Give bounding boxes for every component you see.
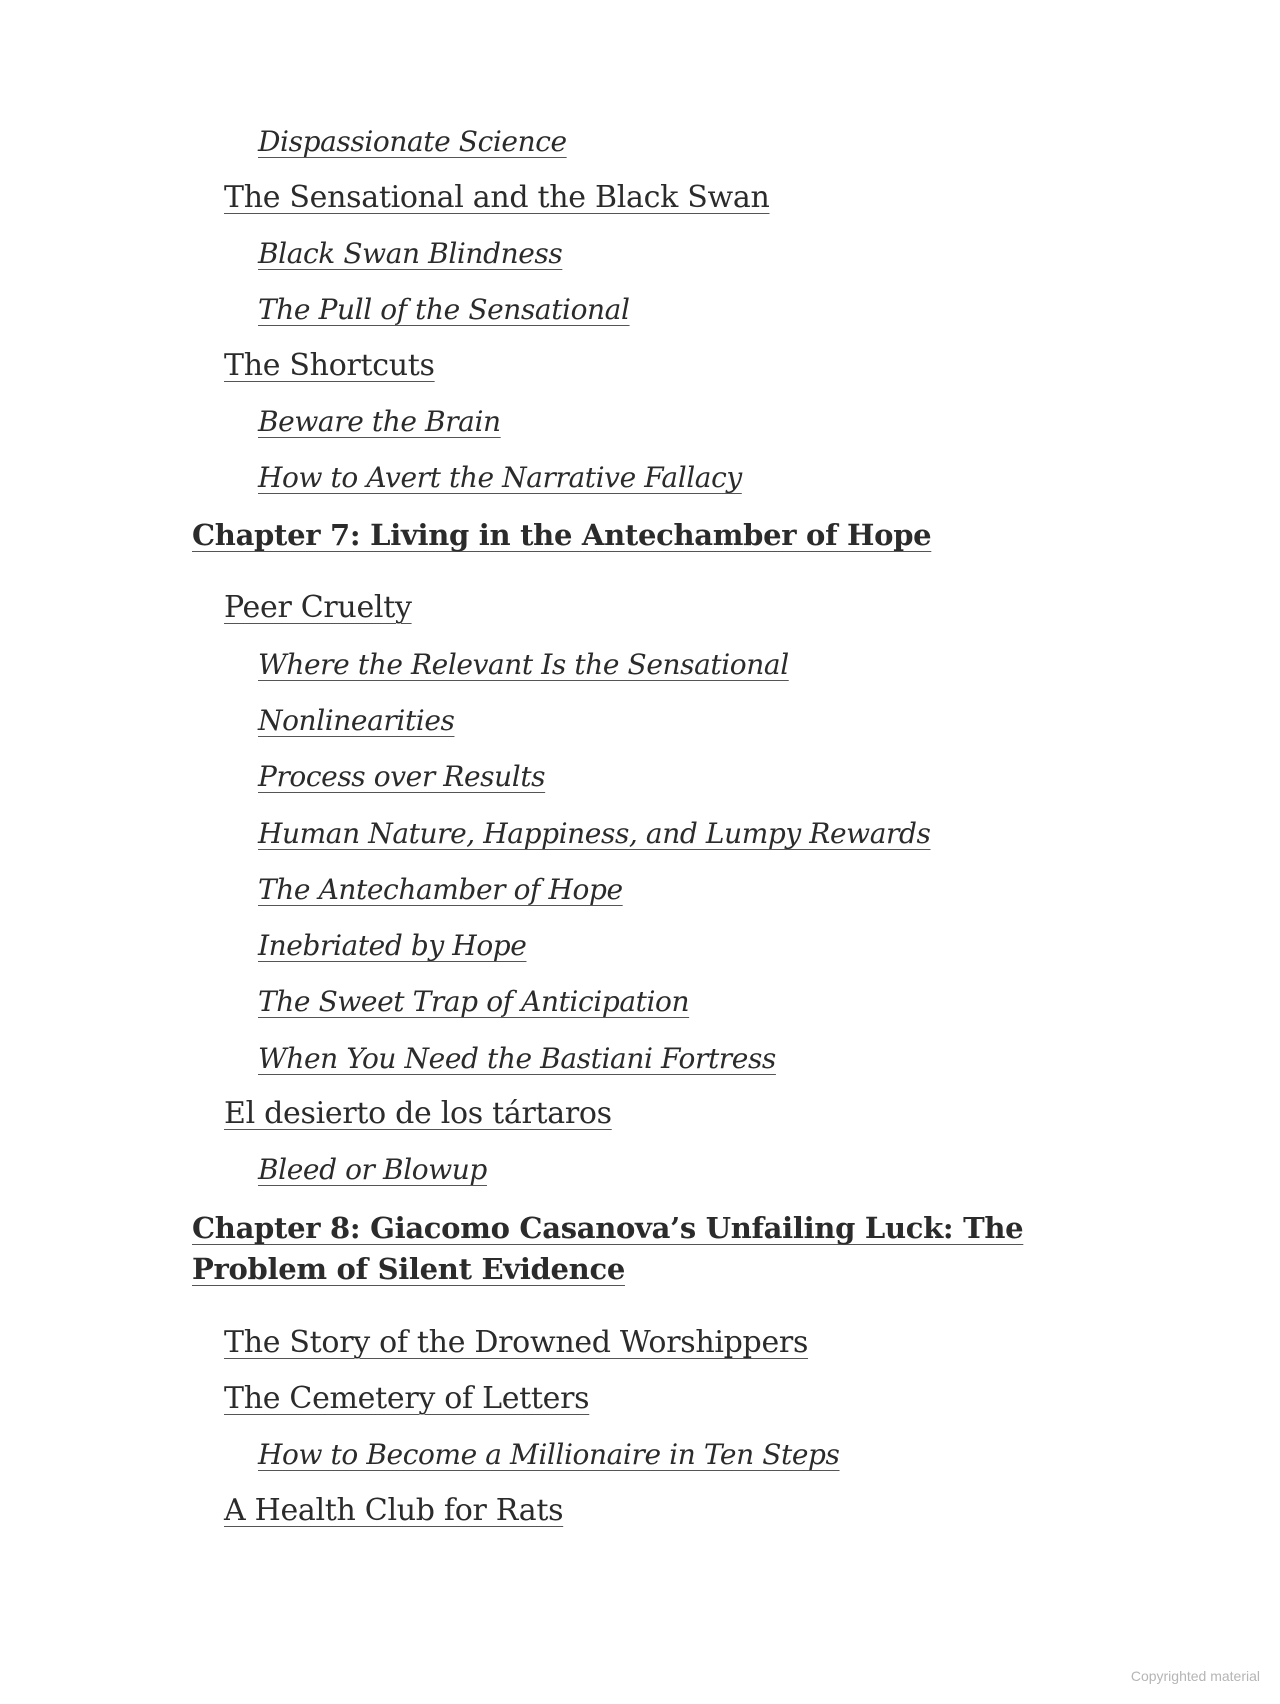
toc-entry-process-over-results[interactable]: Process over Results — [258, 760, 546, 793]
toc-entry-human-nature-happiness[interactable]: Human Nature, Happiness, and Lumpy Rewards — [258, 817, 931, 850]
toc-entry-avert-narrative-fallacy[interactable]: How to Avert the Narrative Fallacy — [258, 461, 742, 494]
copyright-notice: Copyrighted material — [1130, 1668, 1260, 1684]
toc-chapter-7[interactable]: Chapter 7: Living in the Antechamber of Hope — [192, 518, 932, 552]
toc-entry-millionaire-ten-steps[interactable]: How to Become a Millionaire in Ten Steps — [258, 1438, 840, 1471]
toc-entry-relevant-is-sensational[interactable]: Where the Relevant Is the Sensational — [258, 648, 789, 681]
toc-entry-dispassionate-science[interactable]: Dispassionate Science — [258, 125, 567, 158]
toc-entry-bleed-or-blowup[interactable]: Bleed or Blowup — [258, 1153, 487, 1186]
toc-entry-nonlinearities[interactable]: Nonlinearities — [258, 704, 455, 737]
toc-entry-antechamber-of-hope[interactable]: The Antechamber of Hope — [258, 873, 623, 906]
toc-entry-desierto-tartaros[interactable]: El desierto de los tártaros — [224, 1096, 612, 1131]
toc-entry-the-shortcuts[interactable]: The Shortcuts — [224, 348, 435, 383]
toc-entry-health-club-rats[interactable]: A Health Club for Rats — [224, 1493, 564, 1528]
toc-entry-pull-of-sensational[interactable]: The Pull of the Sensational — [258, 293, 630, 326]
toc-entry-peer-cruelty[interactable]: Peer Cruelty — [224, 590, 412, 625]
toc-entry-inebriated-by-hope[interactable]: Inebriated by Hope — [258, 929, 527, 962]
toc-entry-bastiani-fortress[interactable]: When You Need the Bastiani Fortress — [258, 1042, 776, 1075]
toc-entry-sweet-trap-anticipation[interactable]: The Sweet Trap of Anticipation — [258, 985, 690, 1018]
toc-entry-beware-the-brain[interactable]: Beware the Brain — [258, 405, 501, 438]
toc-entry-drowned-worshippers[interactable]: The Story of the Drowned Worshippers — [224, 1325, 809, 1360]
toc-entry-cemetery-of-letters[interactable]: The Cemetery of Letters — [224, 1381, 590, 1416]
toc-entry-black-swan-blindness[interactable]: Black Swan Blindness — [258, 237, 563, 270]
toc-chapter-8[interactable]: Chapter 8: Giacomo Casanova’s Unfailing Luck: The Problem of Silent Evidence — [192, 1211, 1024, 1286]
toc-entry-sensational-black-swan[interactable]: The Sensational and the Black Swan — [224, 180, 770, 215]
